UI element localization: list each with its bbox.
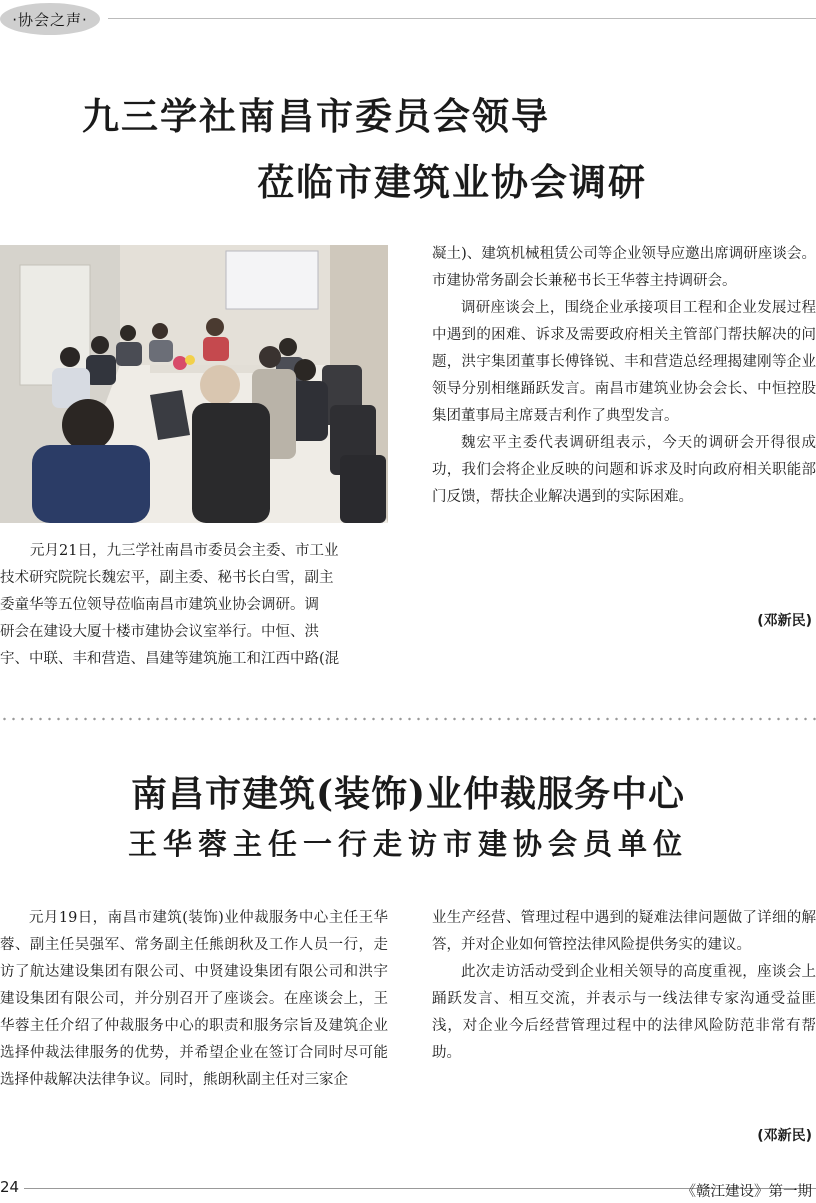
article1-byline: (邓新民) (757, 613, 812, 629)
article1-title-line2: 莅临市建筑业协会调研 (257, 161, 647, 204)
article2-title-line1: 南昌市建筑(装饰)业仲裁服务中心 (130, 773, 686, 815)
article2-right-column (432, 905, 816, 1067)
article2-title-line2: 王华蓉主任一行走访市建协会员单位 (127, 827, 688, 861)
dotted-divider (0, 716, 816, 722)
article2-paragraph: 元月19日，南昌市建筑(装饰)业仲裁服务中心主任王华蓉、副主任吴强军、常务副主任熊朗秋及工作人员一行，走访了航达建设集团有限公司、中贤建设集团有限公司和洪宇建设集团有限公司，并分别召开了座谈会。在座谈会上，王华蓉主任介绍了仲裁服务中心的职责和服务宗旨及建筑企业选择仲裁法律服务的优势，并希望企业在签订合同时尽可能选择仲裁解决法律争议。同时，熊朗秋副主任对三家企 (0, 910, 388, 1088)
article1-paragraph: 凝土)、建筑机械租赁公司等企业领导应邀出席调研座谈会。市建协常务副会长兼秘书长王华蓉主持调研会。 (432, 246, 816, 289)
article1-left-line: 元月21日，九三学社南昌市委员会主委、市工业 (30, 543, 339, 559)
article1-paragraph: 调研座谈会上，围绕企业承接项目工程和企业发展过程中遇到的困难、诉求及需要政府相关主管部门帮扶解决的问题，洪宇集团董事长傅锋锐、丰和营造总经理揭建刚等企业领导分别相继踊跃发言。南昌市建筑业协会会长、中恒控股集团董事局主席聂吉利作了典型发言。 (432, 300, 816, 424)
page-number: 24 (0, 1178, 20, 1196)
meeting-photo (0, 245, 388, 523)
article1-left-line: 宇、中联、丰和营造、昌建等建筑施工和江西中路(混 (0, 651, 340, 667)
article1-left-line: 研会在建设大厦十楼市建协会议室举行。中恒、洪 (0, 624, 319, 640)
article2-byline: (邓新民) (757, 1128, 812, 1144)
header-rule (108, 18, 816, 19)
section-tag: ·协会之声· (0, 3, 100, 35)
article1-right-column (432, 241, 816, 511)
article2-paragraph: 此次走访活动受到企业相关领导的高度重视，座谈会上踊跃发言、相互交流，并表示与一线法律专家沟通受益匪浅，对企业今后经营管理过程中的法律风险防范非常有帮助。 (432, 964, 816, 1061)
meeting-illustration (0, 245, 388, 523)
article1-paragraph: 魏宏平主委代表调研组表示，今天的调研会开得很成功，我们会将企业反映的问题和诉求及时向政府相关职能部门反馈，帮扶企业解决遇到的实际困难。 (432, 435, 816, 505)
article1-left-line: 委童华等五位领导莅临南昌市建筑业协会调研。调 (0, 597, 319, 613)
article1-title-line1: 九三学社南昌市委员会领导 (82, 95, 550, 138)
article2-paragraph: 业生产经营、管理过程中遇到的疑难法律问题做了详细的解答，并对企业如何管控法律风险提供务实的建议。 (432, 910, 816, 953)
article1-left-line: 技术研究院院长魏宏平，副主委、秘书长白雪，副主 (0, 570, 334, 586)
article1-left-column (0, 538, 388, 673)
article2-left-column (0, 905, 388, 1094)
journal-name: 《赣江建设》第一期 (681, 1184, 812, 1200)
